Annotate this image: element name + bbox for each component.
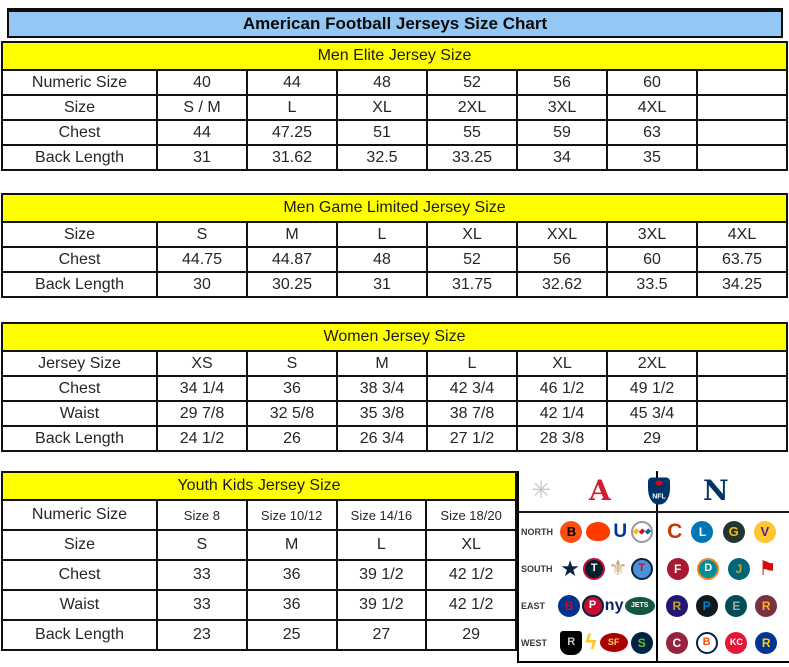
dolphins-logo: D: [697, 558, 719, 580]
division-row-north: [519, 513, 789, 550]
lions-logo: L: [691, 521, 713, 543]
table-cell: 29: [607, 426, 697, 451]
patriots-logo: P: [582, 595, 604, 617]
table-cell: M: [247, 222, 337, 247]
table-cell: 44.87: [247, 247, 337, 272]
vikings-logo: V: [754, 521, 776, 543]
giants-logo: ny: [604, 596, 624, 614]
table-cell: 44: [157, 120, 247, 145]
steelers-logo: [631, 521, 653, 543]
division-label: SOUTH: [521, 563, 553, 574]
row-label: Back Length: [2, 620, 157, 650]
table-cell: 24 1/2: [157, 426, 247, 451]
division-row-south: [519, 550, 789, 587]
table-cell: S: [247, 351, 337, 376]
table-cell: 52: [427, 70, 517, 95]
table-cell: L: [337, 530, 427, 560]
table-cell: XS: [157, 351, 247, 376]
size-table-youth: [1, 471, 517, 651]
bengals-logo: B: [560, 521, 582, 543]
seahawks-logo: S: [631, 632, 653, 654]
table-cell: 63: [607, 120, 697, 145]
table-cell: 33.25: [427, 145, 517, 170]
table-cell: 36: [247, 376, 337, 401]
table-cell: 26: [247, 426, 337, 451]
panthers-logo: P: [696, 595, 718, 617]
table-cell: 25: [247, 620, 337, 650]
table-cell: [697, 401, 787, 426]
row-label: Chest: [2, 247, 157, 272]
table-cell: 42 1/2: [426, 560, 516, 590]
table-cell: 60: [607, 247, 697, 272]
table-cell: 47.25: [247, 120, 337, 145]
bottom-section: [1, 471, 789, 663]
table-cell: 3XL: [517, 95, 607, 120]
table-cell: 49 1/2: [607, 376, 697, 401]
bills-logo: B: [558, 595, 580, 617]
table-cell: 30: [157, 272, 247, 297]
row-label: Waist: [2, 590, 157, 620]
table-cell: 35: [607, 145, 697, 170]
table-cell: 30.25: [247, 272, 337, 297]
cardinals-logo: C: [666, 632, 688, 654]
division-row-east: [519, 587, 789, 624]
row-label: Jersey Size: [2, 351, 157, 376]
table-cell: 48: [337, 70, 427, 95]
table-cell: 51: [337, 120, 427, 145]
49ers-logo: SF: [600, 633, 628, 652]
table-cell: [697, 376, 787, 401]
table-cell: 4XL: [697, 222, 787, 247]
jaguars-logo: J: [728, 558, 750, 580]
table-cell: 32.5: [337, 145, 427, 170]
table-cell: 45 3/4: [607, 401, 697, 426]
bears-logo: C: [667, 520, 683, 543]
table-cell: 23: [157, 620, 247, 650]
section-header-men-game-limited: Men Game Limited Jersey Size: [2, 194, 787, 222]
table-cell: Size 14/16: [337, 500, 427, 530]
row-label: Chest: [2, 120, 157, 145]
row-label: Chest: [2, 376, 157, 401]
buccaneers-logo: ⚑: [758, 557, 777, 580]
table-cell: 46 1/2: [517, 376, 607, 401]
table-cell: 42 1/4: [517, 401, 607, 426]
division-label: EAST: [521, 600, 546, 611]
table-cell: 32 5/8: [247, 401, 337, 426]
eagles-logo: E: [725, 595, 747, 617]
table-cell: L: [427, 351, 517, 376]
table-cell: Size 10/12: [247, 500, 337, 530]
table-cell: [697, 95, 787, 120]
table-cell: 52: [427, 247, 517, 272]
row-label: Back Length: [2, 426, 157, 451]
table-cell: L: [247, 95, 337, 120]
table-cell: L: [337, 222, 427, 247]
table-cell: 35 3/8: [337, 401, 427, 426]
table-cell: [697, 145, 787, 170]
table-cell: S: [157, 222, 247, 247]
falcons-logo: F: [667, 558, 689, 580]
row-label: Back Length: [2, 272, 157, 297]
table-cell: [697, 351, 787, 376]
size-table-men-game-limited: [1, 193, 788, 298]
table-cell: 63.75: [697, 247, 787, 272]
table-cell: 33: [157, 560, 247, 590]
table-cell: 28 3/8: [517, 426, 607, 451]
table-cell: S / M: [157, 95, 247, 120]
table-cell: 42 1/2: [426, 590, 516, 620]
table-cell: XL: [517, 351, 607, 376]
table-cell: [697, 426, 787, 451]
table-cell: XL: [337, 95, 427, 120]
table-cell: 36: [247, 560, 337, 590]
table-cell: 34.25: [697, 272, 787, 297]
table-cell: 36: [247, 590, 337, 620]
broncos-logo: B: [696, 632, 718, 654]
nfl-shield-logo: NFL: [648, 478, 670, 505]
table-cell: 39 1/2: [337, 560, 427, 590]
table-cell: Size 8: [157, 500, 247, 530]
division-label: NORTH: [521, 526, 553, 537]
titans-logo: T: [631, 558, 653, 580]
rams-logo: R: [755, 632, 777, 654]
table-cell: 34: [517, 145, 607, 170]
table-cell: 31: [157, 145, 247, 170]
table-cell: [697, 120, 787, 145]
nfl-teams-panel: [517, 471, 789, 663]
table-cell: Size 18/20: [426, 500, 516, 530]
table-cell: 44.75: [157, 247, 247, 272]
table-cell: 38 3/4: [337, 376, 427, 401]
youth-table-wrap: [1, 471, 517, 663]
table-cell: 4XL: [607, 95, 697, 120]
table-cell: 56: [517, 247, 607, 272]
row-label: Size: [2, 95, 157, 120]
table-cell: S: [157, 530, 247, 560]
table-cell: [697, 70, 787, 95]
table-cell: 55: [427, 120, 517, 145]
table-cell: 39 1/2: [337, 590, 427, 620]
section-header-women: Women Jersey Size: [2, 323, 787, 351]
colts-logo: U: [613, 521, 628, 542]
cowboys-logo: ★: [560, 555, 581, 581]
table-cell: 42 3/4: [427, 376, 517, 401]
table-cell: 32.62: [517, 272, 607, 297]
table-cell: 60: [607, 70, 697, 95]
size-table-women: [1, 322, 788, 452]
table-cell: 40: [157, 70, 247, 95]
panel-bottom-rule: [519, 661, 789, 663]
table-cell: 34 1/4: [157, 376, 247, 401]
table-cell: 44: [247, 70, 337, 95]
chargers-logo: ϟ: [585, 631, 597, 654]
size-table-men-elite: [1, 41, 788, 171]
table-cell: 27 1/2: [427, 426, 517, 451]
row-label: Back Length: [2, 145, 157, 170]
table-cell: 38 7/8: [427, 401, 517, 426]
afc-logo: A: [589, 474, 611, 507]
table-cell: 33.5: [607, 272, 697, 297]
saints-logo: ⚜: [608, 557, 628, 580]
table-cell: 26 3/4: [337, 426, 427, 451]
row-label: Chest: [2, 560, 157, 590]
packers-logo: G: [723, 521, 745, 543]
nfc-logo: N: [703, 474, 729, 507]
conference-logos-row: [519, 471, 789, 511]
row-label: Numeric Size: [2, 500, 157, 530]
table-cell: XL: [426, 530, 516, 560]
table-cell: 31.62: [247, 145, 337, 170]
ravens-logo: R: [666, 595, 688, 617]
table-cell: 3XL: [607, 222, 697, 247]
row-label: Size: [2, 222, 157, 247]
table-cell: 29 7/8: [157, 401, 247, 426]
table-cell: 56: [517, 70, 607, 95]
table-cell: 31.75: [427, 272, 517, 297]
table-cell: 2XL: [607, 351, 697, 376]
table-cell: 48: [337, 247, 427, 272]
row-label: Numeric Size: [2, 70, 157, 95]
table-cell: XXL: [517, 222, 607, 247]
table-cell: 2XL: [427, 95, 517, 120]
table-cell: 27: [337, 620, 427, 650]
table-cell: 29: [426, 620, 516, 650]
row-label: Waist: [2, 401, 157, 426]
starburst-icon: ✳: [531, 477, 552, 504]
table-cell: M: [337, 351, 427, 376]
table-cell: M: [247, 530, 337, 560]
raiders-logo: R: [560, 631, 582, 655]
table-cell: 33: [157, 590, 247, 620]
table-cell: 31: [337, 272, 427, 297]
section-header-youth: Youth Kids Jersey Size: [2, 472, 516, 500]
section-header-men-elite: Men Elite Jersey Size: [2, 42, 787, 70]
table-cell: XL: [427, 222, 517, 247]
jets-logo: JETS: [625, 597, 655, 615]
texans-logo: T: [583, 558, 605, 580]
row-label: Size: [2, 530, 157, 560]
table-cell: 59: [517, 120, 607, 145]
division-label: WEST: [521, 637, 547, 648]
page-title: American Football Jerseys Size Chart: [7, 8, 783, 38]
division-logo-grid: [519, 513, 789, 661]
division-row-west: [519, 624, 789, 661]
browns-logo: [586, 522, 610, 541]
chiefs-logo: KC: [725, 632, 747, 654]
redskins-logo: R: [755, 595, 777, 617]
